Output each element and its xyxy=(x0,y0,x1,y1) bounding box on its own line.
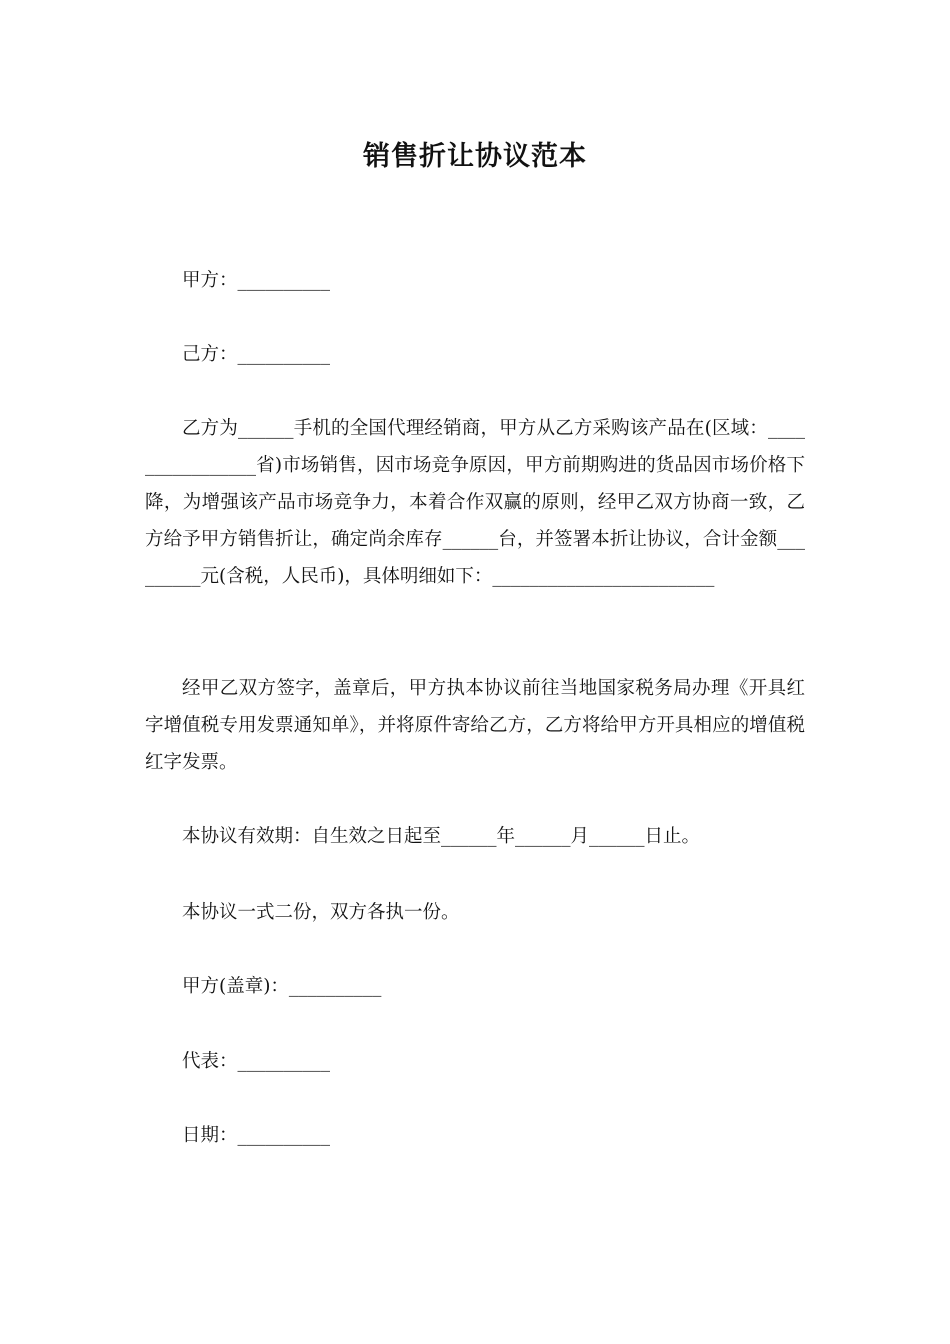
paragraph-tax-invoice: 经甲乙双方签字，盖章后，甲方执本协议前往当地国家税务局办理《开具红字增值税专用发票通知单》，并将原件寄给乙方，乙方将给甲方开具相应的增值税红字发票。 xyxy=(145,678,805,773)
party-a-line: 甲方：__________ xyxy=(182,270,331,291)
party-b-line: 己方：__________ xyxy=(182,344,331,365)
paragraph-main-terms: 乙方为______手机的全国代理经销商，甲方从乙方采购该产品在(区域：________________省)市场销售，因市场竞争原因，甲方前期购进的货品因市场价格下降，为增强该产品市场竞争力，本着合作双赢的原则，经甲乙双方协商一致，乙方给予甲方销售折让，确定尚余库存______台，并签署本折让协议，合计金额_________元(含税，人民币)，具体明细如下：________________________ xyxy=(145,418,805,587)
copies-line: 本协议一式二份，双方各执一份。 xyxy=(182,902,460,923)
seal-line: 甲方(盖章)：__________ xyxy=(182,976,382,997)
document-title: 销售折让协议范本 xyxy=(363,141,587,172)
representative-line: 代表：__________ xyxy=(182,1051,331,1072)
date-line: 日期：__________ xyxy=(182,1125,331,1146)
validity-line: 本协议有效期：自生效之日起至______年______月______日止。 xyxy=(182,826,701,847)
